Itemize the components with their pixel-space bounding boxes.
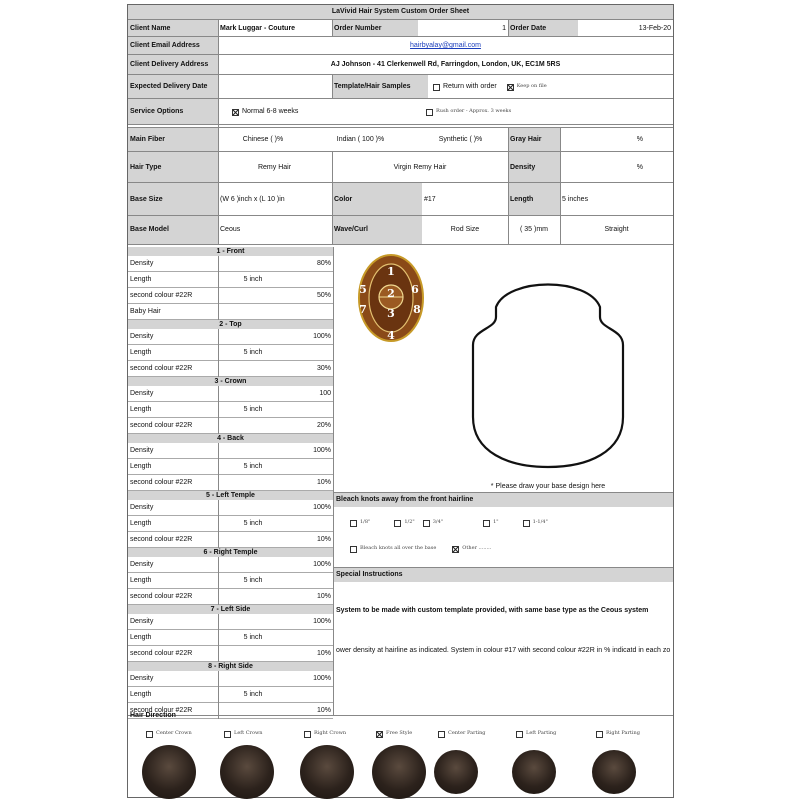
zone-row-value[interactable]: 10% (288, 589, 333, 605)
zone-row-mid[interactable] (218, 671, 288, 687)
email-label: Client Email Address (128, 37, 218, 55)
bleach-option-label: 1/8" (360, 519, 371, 526)
bleach-other-checkbox[interactable] (452, 546, 459, 553)
zone-row-label: second colour #22R (128, 703, 218, 719)
email-link[interactable]: hairbyalay@gmail.com (410, 42, 481, 50)
zone-title: 8 - Right Side (128, 662, 333, 671)
zone-row-mid[interactable]: 5 inch (218, 272, 288, 288)
hair-direction-photo (592, 750, 636, 794)
draw-note: * Please draw your base design here (490, 483, 606, 491)
bleach-option-checkbox[interactable] (523, 520, 530, 527)
hair-direction-option[interactable] (438, 729, 518, 739)
zone-row-mid[interactable] (218, 614, 288, 630)
service-normal-option (232, 99, 422, 125)
zone-row-mid[interactable]: 5 inch (218, 402, 288, 418)
zone-row-label: Length (128, 272, 218, 288)
virgin-remy-value[interactable]: Virgin Remy Hair (393, 163, 447, 171)
bleach-option-label: 1-1/4" (532, 519, 548, 526)
zone-row-label: Length (128, 573, 218, 589)
zone-row-label: Length (128, 687, 218, 703)
zone-row-label: second colour #22R (128, 288, 218, 304)
expected-delivery-label: Expected Delivery Date (128, 75, 218, 99)
rod-size-label: Rod Size (450, 226, 480, 234)
bleach-option-checkbox[interactable] (483, 520, 490, 527)
hair-direction-checkbox[interactable] (376, 731, 383, 738)
zone-row-mid[interactable] (218, 443, 288, 459)
special-title: Special Instructions (334, 568, 673, 582)
zone-row-mid[interactable] (218, 589, 288, 605)
order-sheet (127, 4, 674, 798)
hair-direction-photo (372, 745, 426, 799)
base-model-label: Base Model (128, 216, 218, 244)
zone-row-label: second colour #22R (128, 361, 218, 377)
service-normal-label: Normal 6-8 weeks (242, 108, 299, 116)
density-label: Density (508, 152, 560, 183)
sheet-title: LaVivid Hair System Custom Order Sheet (128, 5, 673, 19)
service-normal-checkbox[interactable] (232, 109, 239, 116)
return-with-order-checkbox[interactable] (433, 84, 440, 91)
special-line-2[interactable]: ower density at hairline as indicated. System in colour #17 with second colour #22R in % indicatd in each zo (336, 647, 671, 655)
hair-direction-option[interactable] (596, 729, 676, 739)
hair-direction-label: Center Parting (448, 730, 486, 737)
zone-row-mid[interactable]: 5 inch (218, 687, 288, 703)
gray-hair-value[interactable]: % (636, 136, 643, 144)
zone-divider (218, 329, 219, 377)
bleach-options (350, 517, 670, 529)
zone-title: 7 - Left Side (128, 605, 333, 614)
zone-row-value[interactable]: 100% (288, 614, 333, 630)
base-model-value[interactable]: Ceous (220, 226, 241, 234)
zone-row-label: Density (128, 386, 218, 402)
hair-direction-checkbox[interactable] (304, 731, 311, 738)
head-zone-number: 5 (359, 283, 367, 296)
zone-row-value[interactable]: 50% (288, 288, 333, 304)
client-name-value[interactable]: Mark Luggar - Couture (220, 24, 296, 32)
zone-row-label: Length (128, 516, 218, 532)
length-value[interactable]: 5 inches (562, 195, 589, 203)
zone-row-value[interactable]: 30% (288, 361, 333, 377)
bleach-option-label: 3/4" (432, 519, 444, 526)
zone-row-label: second colour #22R (128, 532, 218, 548)
zone-row-mid[interactable]: 5 inch (218, 516, 288, 532)
wave-label: Wave/Curl (332, 216, 422, 244)
zone-divider (218, 614, 219, 662)
zone-title: 1 - Front (128, 247, 333, 256)
head-zone-number: 7 (359, 303, 367, 316)
bleach-option-checkbox[interactable] (350, 520, 357, 527)
bleach-option-label: 1" (493, 519, 499, 526)
hair-direction-option[interactable] (224, 729, 304, 739)
zone-row-mid[interactable] (218, 475, 288, 491)
zone-row-value[interactable]: 100% (288, 329, 333, 345)
hair-direction-photo (142, 745, 196, 799)
zone-row-value[interactable]: 20% (288, 418, 333, 434)
keep-on-file-checkbox[interactable] (507, 84, 514, 91)
zone-row-value[interactable] (288, 630, 333, 646)
synthetic-value[interactable]: Synthetic ( )% (438, 136, 483, 144)
zone-row-label: Density (128, 671, 218, 687)
hair-direction-option[interactable] (516, 729, 596, 739)
zone-divider (218, 557, 219, 605)
head-zone-diagram (355, 253, 435, 343)
zone-row-value[interactable] (288, 402, 333, 418)
expected-delivery-value[interactable] (218, 75, 331, 99)
zone-row-mid[interactable] (218, 557, 288, 573)
zone-row-mid[interactable]: 5 inch (218, 345, 288, 361)
zone-row-label: Density (128, 614, 218, 630)
base-template-outline (448, 267, 648, 477)
return-with-order-label: Return with order (443, 83, 497, 91)
hair-direction-title: Hair Direction (130, 712, 176, 720)
special-line-1[interactable]: System to be made with custom template provided, with same base type as the Ceous system (336, 607, 649, 615)
hair-direction-label: Free Style (386, 730, 413, 737)
base-size-value[interactable]: (W 6 )inch x (L 10 )in (220, 195, 285, 203)
color-label: Color (332, 183, 422, 216)
bleach-title: Bleach knots away from the front hairline (334, 493, 673, 507)
email-cell (218, 37, 673, 55)
template-options (433, 75, 673, 99)
hair-direction-label: Left Crown (234, 730, 263, 737)
service-rush-option (426, 99, 673, 125)
zone-row-label: Length (128, 630, 218, 646)
zone-row-value[interactable]: 10% (288, 475, 333, 491)
service-label: Service Options (128, 99, 218, 125)
hair-direction-label: Left Parting (526, 730, 557, 737)
zone-row-value[interactable]: 80% (288, 256, 333, 272)
zone-title: 2 - Top (128, 320, 333, 329)
zone-row-value[interactable]: 10% (288, 532, 333, 548)
hair-type-label: Hair Type (128, 152, 218, 183)
head-zone-number: 8 (413, 303, 421, 316)
zone-row-value[interactable] (288, 272, 333, 288)
zone-row-mid[interactable] (218, 329, 288, 345)
zone-divider (218, 500, 219, 548)
hair-direction-photo (512, 750, 556, 794)
zone-row-mid[interactable]: 5 inch (218, 459, 288, 475)
bleach-other-label: Other ........ (462, 545, 492, 552)
zone-row-value[interactable] (288, 345, 333, 361)
delivery-address-label: Client Delivery Address (128, 55, 218, 75)
color-value[interactable]: #17 (424, 195, 436, 203)
hair-direction-checkbox[interactable] (438, 731, 445, 738)
zone-row-mid[interactable] (218, 646, 288, 662)
bleach-option-checkbox[interactable] (394, 520, 401, 527)
order-date-value[interactable]: 13-Feb-20 (638, 24, 671, 32)
zone-row-value[interactable] (288, 459, 333, 475)
zone-row-value[interactable] (288, 304, 333, 320)
zone-row-mid[interactable] (218, 361, 288, 377)
head-zone-number: 6 (411, 283, 419, 296)
zone-title: 5 - Left Temple (128, 491, 333, 500)
hair-direction-photo (220, 745, 274, 799)
hair-direction-label: Right Parting (606, 730, 640, 737)
zone-row-mid[interactable]: 5 inch (218, 573, 288, 589)
service-rush-label: Rush order - Approx. 3 weeks (436, 108, 512, 115)
keep-on-file-label: Keep on file (516, 83, 547, 90)
zone-row-label: Density (128, 443, 218, 459)
hair-direction-label: Center Crown (156, 730, 192, 737)
head-zone-number: 3 (387, 307, 395, 320)
zone-row-mid[interactable] (218, 703, 288, 719)
zone-row-value[interactable] (288, 516, 333, 532)
base-size-label: Base Size (128, 183, 218, 216)
bleach-option-checkbox[interactable] (423, 520, 430, 527)
zone-row-mid[interactable] (218, 418, 288, 434)
hair-direction-checkbox[interactable] (146, 731, 153, 738)
zone-row-mid[interactable] (218, 500, 288, 516)
zone-title: 3 - Crown (128, 377, 333, 386)
zone-row-value[interactable]: 100% (288, 671, 333, 687)
zone-row-mid[interactable] (218, 532, 288, 548)
zone-row-label: Length (128, 459, 218, 475)
density-value[interactable]: % (636, 163, 643, 171)
zone-row-label: Density (128, 557, 218, 573)
bleach-all-over-label: Bleach knots all over the base (360, 545, 437, 552)
zone-row-label: Baby Hair (128, 304, 218, 320)
order-number-value[interactable]: 1 (502, 24, 506, 32)
zone-row-label: second colour #22R (128, 418, 218, 434)
hair-direction-checkbox[interactable] (516, 731, 523, 738)
zone-divider (218, 443, 219, 491)
hair-direction-label: Right Crown (314, 730, 347, 737)
hair-direction-option[interactable] (146, 729, 226, 739)
zone-row-label: Length (128, 345, 218, 361)
length-label: Length (508, 183, 560, 216)
hair-direction-photo (434, 750, 478, 794)
zone-row-mid[interactable] (218, 288, 288, 304)
zone-title: 4 - Back (128, 434, 333, 443)
hair-direction-photo (300, 745, 354, 799)
head-zone-number: 2 (387, 287, 395, 300)
zone-row-mid[interactable] (218, 256, 288, 272)
wave-value[interactable]: Straight (604, 226, 629, 234)
remy-hair-value[interactable]: Remy Hair (257, 163, 292, 171)
zone-row-label: second colour #22R (128, 475, 218, 491)
bleach-option-label: 1/2" (404, 519, 415, 526)
zone-row-value[interactable]: 100% (288, 557, 333, 573)
service-rush-checkbox[interactable] (426, 109, 433, 116)
chinese-value[interactable]: Chinese ( )% (242, 136, 284, 144)
zone-row-label: Density (128, 256, 218, 272)
gray-hair-label: Gray Hair (508, 128, 560, 152)
template-label: Template/Hair Samples (332, 75, 428, 99)
zone-row-mid[interactable] (218, 304, 288, 320)
bleach-extra-options (350, 543, 670, 555)
zone-row-mid[interactable]: 5 inch (218, 630, 288, 646)
delivery-address-value[interactable]: AJ Johnson - 41 Clerkenwell Rd, Farringdon, London, UK, EC1M 5RS (330, 61, 561, 69)
zone-row-value[interactable]: 100 (288, 386, 333, 402)
zone-title: 6 - Right Temple (128, 548, 333, 557)
order-date-label: Order Date (508, 20, 578, 37)
zone-row-value[interactable] (288, 687, 333, 703)
zone-divider (218, 386, 219, 434)
rod-size-value[interactable]: ( 35 )mm (520, 226, 548, 234)
bleach-all-over-checkbox[interactable] (350, 546, 357, 553)
zone-row-value[interactable]: 100% (288, 443, 333, 459)
order-number-label: Order Number (332, 20, 418, 37)
hair-direction-checkbox[interactable] (596, 731, 603, 738)
hair-direction-checkbox[interactable] (224, 731, 231, 738)
hair-direction-option[interactable] (304, 729, 384, 739)
zone-row-label: second colour #22R (128, 589, 218, 605)
zone-row-value[interactable]: 100% (288, 500, 333, 516)
zone-row-value[interactable] (288, 573, 333, 589)
zone-row-label: Density (128, 329, 218, 345)
zone-row-mid[interactable] (218, 386, 288, 402)
zone-row-label: second colour #22R (128, 646, 218, 662)
zone-row-value[interactable]: 10% (288, 703, 333, 719)
zone-row-label: Density (128, 500, 218, 516)
head-zone-number: 1 (387, 265, 395, 278)
client-name-label: Client Name (128, 20, 218, 37)
main-fiber-label: Main Fiber (128, 128, 218, 152)
zone-row-value[interactable]: 10% (288, 646, 333, 662)
head-zone-number: 4 (387, 329, 395, 342)
indian-value[interactable]: Indian ( 100 )% (336, 136, 385, 144)
zone-row-label: Length (128, 402, 218, 418)
zone-divider (218, 256, 219, 320)
